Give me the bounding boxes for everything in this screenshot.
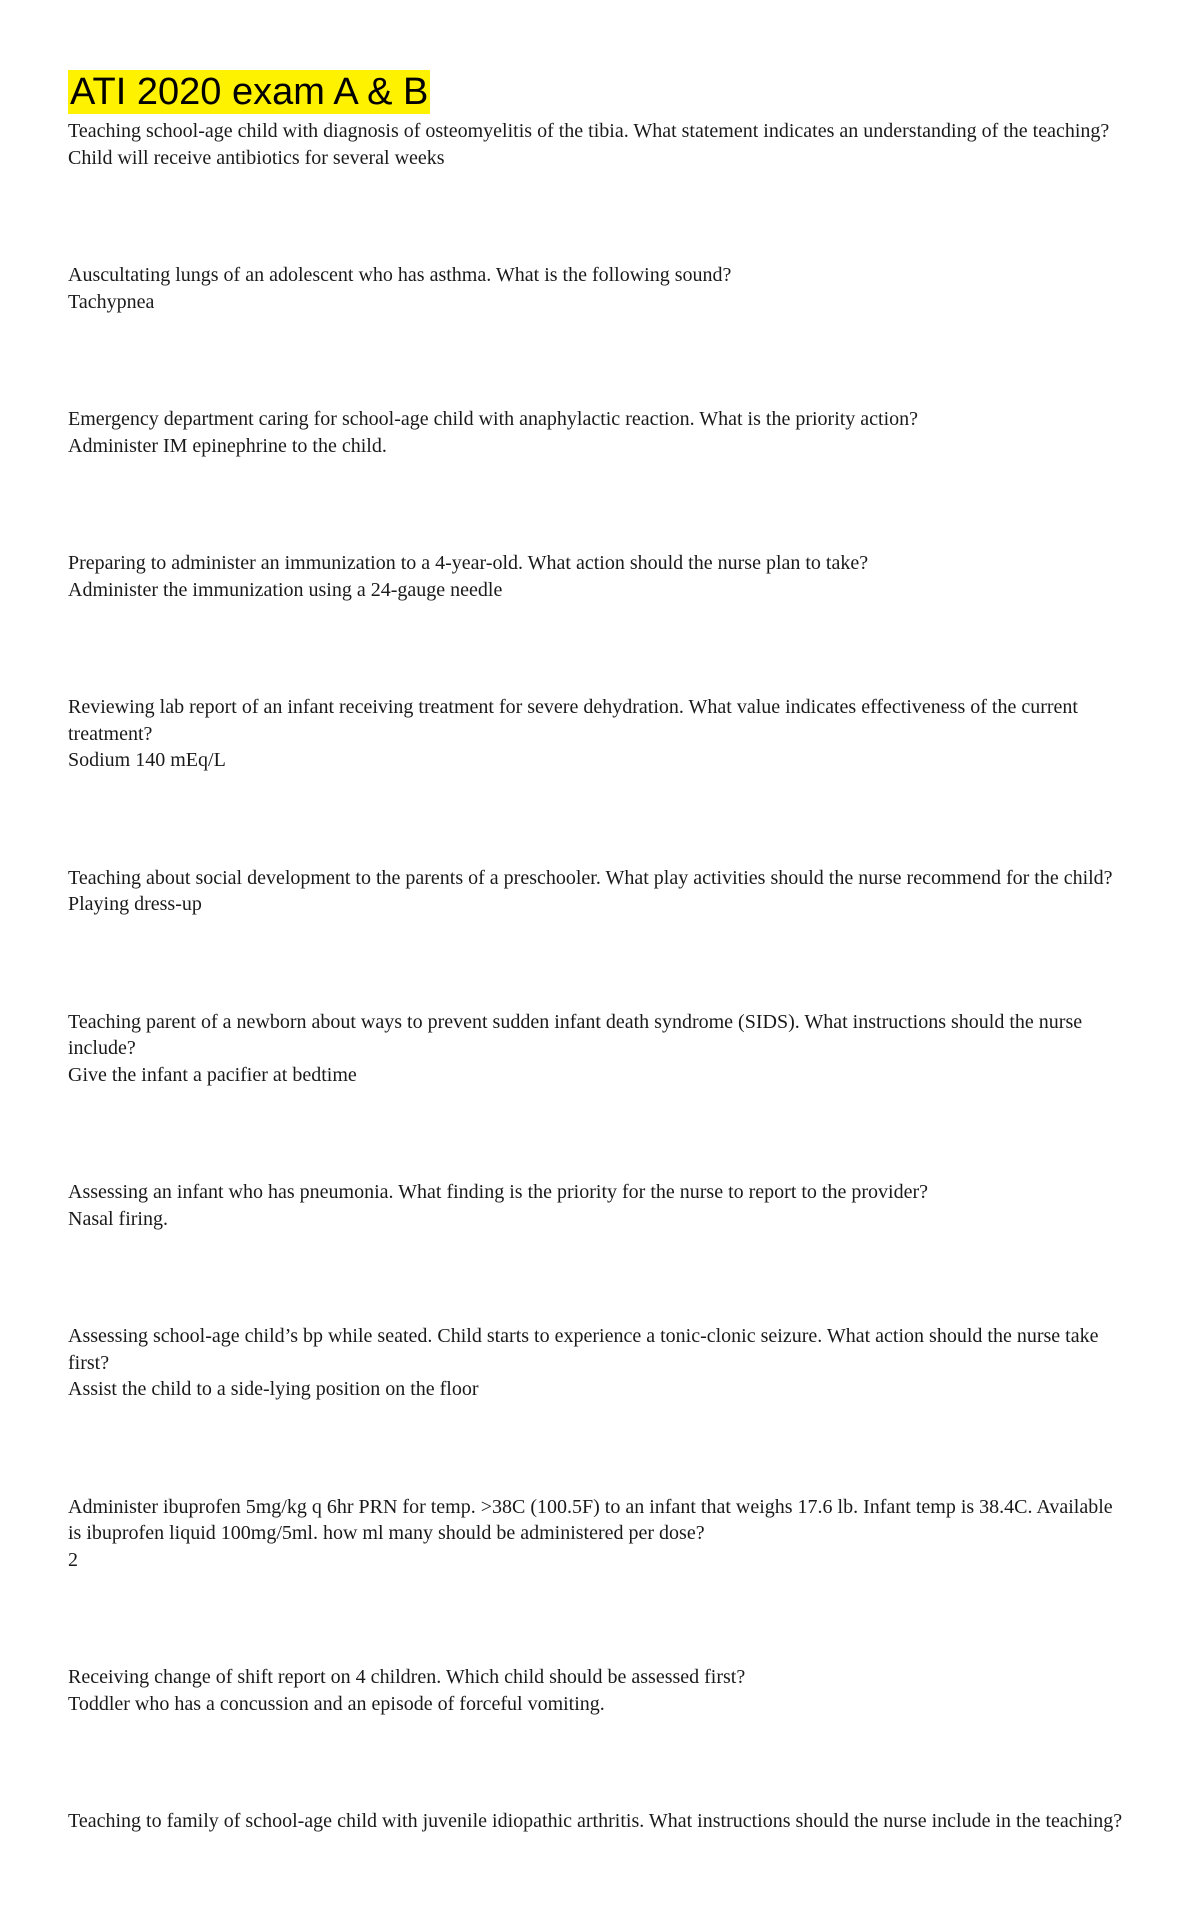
question-text: Preparing to administer an immunization to a 4-year-old. What action should the nurse plan to take? — [68, 552, 869, 574]
answer-text: Administer IM epinephrine to the child. — [68, 434, 387, 457]
question-text: Teaching school-age child with diagnosis of osteomyelitis of the tibia. What statement indicates an understanding of the teaching? — [68, 120, 1110, 142]
question-text: Auscultating lungs of an adolescent who has asthma. What is the following sound? — [68, 264, 732, 286]
answer-text: Sodium 140 mEq/L — [68, 749, 226, 771]
question-text: Emergency department caring for school-age child with anaphylactic reaction. What is the priority action? — [68, 408, 919, 430]
question-item — [68, 694, 1128, 774]
question-item — [68, 406, 1128, 459]
answer-text: Assist the child to a side-lying position on the floor — [68, 1378, 479, 1400]
question-text: Assessing school-age child’s bp while seated. Child starts to experience a tonic-clonic seizure. What action should the nurse take first? — [68, 1325, 1099, 1374]
question-item — [68, 1664, 1128, 1717]
answer-text: Child will receive antibiotics for several weeks — [68, 146, 445, 169]
question-text: Assessing an infant who has pneumonia. What finding is the priority for the nurse to report to the provider? — [68, 1181, 928, 1203]
answer-text: Nasal firing. — [68, 1207, 168, 1230]
question-text: Administer ibuprofen 5mg/kg q 6hr PRN for temp. >38C (100.5F) to an infant that weighs 17.6 lb. Infant temp is 38.4C. Available is ibuprofen liquid 100mg/5ml. how ml many should be administered per dose? — [68, 1495, 1113, 1544]
question-text: Receiving change of shift report on 4 children. Which child should be assessed first? — [68, 1666, 746, 1688]
question-text: Teaching about social development to the parents of a preschooler. What play activities should the nurse recommend for the child? — [68, 866, 1113, 889]
question-item — [68, 1323, 1128, 1403]
answer-text: Playing dress-up — [68, 893, 202, 915]
question-item — [68, 1009, 1128, 1089]
question-item — [68, 118, 1128, 171]
answer-text: Administer the immunization using a 24-gauge needle — [68, 578, 503, 601]
question-list — [68, 118, 1128, 1835]
question-item — [68, 1808, 1128, 1835]
question-item — [68, 1494, 1128, 1574]
document-page — [68, 70, 1128, 1926]
question-item — [68, 1179, 1128, 1232]
document-title: ATI 2020 exam A & B — [70, 71, 429, 113]
answer-text: 2 — [68, 1548, 78, 1571]
question-text: Reviewing lab report of an infant receiving treatment for severe dehydration. What value indicates effectiveness of the current treatment? — [68, 696, 1078, 745]
answer-text: Give the infant a pacifier at bedtime — [68, 1063, 357, 1086]
question-item — [68, 262, 1128, 315]
answer-text: Tachypnea — [68, 290, 155, 313]
answer-text: Toddler who has a concussion and an episode of forceful vomiting. — [68, 1692, 605, 1715]
question-item — [68, 550, 1128, 603]
question-text: Teaching parent of a newborn about ways to prevent sudden infant death syndrome (SIDS). What instructions should the nurse include? — [68, 1010, 1083, 1059]
question-text: Teaching to family of school-age child with juvenile idiopathic arthritis. What instructions should the nurse include in the teaching? — [68, 1810, 1123, 1832]
question-item — [68, 865, 1128, 918]
